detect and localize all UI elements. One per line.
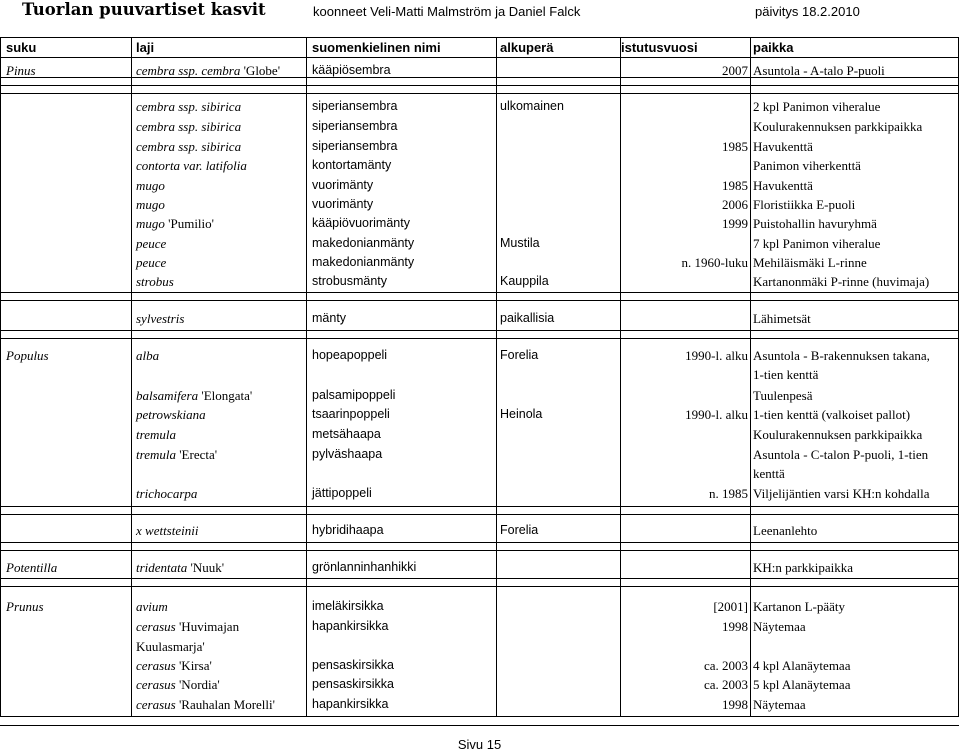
cell-species [136, 254, 166, 271]
col-laji: laji [136, 40, 155, 55]
cell-species [136, 177, 165, 194]
cell-year: [2001] [713, 599, 748, 614]
divider [0, 506, 959, 507]
cell-place: Asuntola - C-talon P-puoli, 1-tien [753, 447, 929, 462]
cell-place: Tuulenpesä [753, 388, 813, 403]
cell-origin: Forelia [500, 348, 539, 362]
cell-place: Puistohallin havuryhmä [753, 216, 877, 231]
cell-year: ca. 2003 [703, 677, 748, 692]
cultivar-name: 'Globe' [240, 63, 281, 78]
cell-species [136, 273, 174, 290]
cell-finnish-name: palsamipoppeli [312, 388, 396, 402]
table-row [0, 234, 959, 253]
table-row [0, 97, 959, 116]
species-name: mugo [136, 216, 165, 231]
cell-place: Asuntola - A-talo P-puoli [753, 63, 885, 78]
cell-place: Floristiikka E-puoli [753, 197, 856, 212]
divider [0, 292, 959, 293]
cell-year: 1990-l. alku [685, 348, 748, 363]
cell-species [136, 387, 252, 404]
table-row [0, 597, 959, 616]
table-row [0, 137, 959, 156]
cell-place: Mehiläismäki L-rinne [753, 255, 867, 270]
cell-finnish-name: tsaarinpoppeli [312, 407, 390, 421]
species-name: petrowskiana [136, 407, 206, 422]
divider [0, 725, 959, 726]
species-name: x wettsteinii [136, 523, 199, 538]
cell-species [136, 310, 184, 327]
cultivar-name: 'Elongata' [198, 388, 253, 403]
cell-species [136, 426, 176, 443]
column-divider [496, 37, 497, 716]
cell-place: KH:n parkkipaikka [753, 560, 854, 575]
table-row [0, 156, 959, 175]
cell-genus: Populus [6, 348, 49, 363]
species-name: cerasus [136, 658, 176, 673]
cell-species [136, 215, 214, 232]
species-name: cembra ssp. sibirica [136, 99, 242, 114]
species-name: cembra ssp. cembra [136, 63, 241, 78]
cell-species [136, 347, 159, 364]
cell-finnish-name: grönlanninhanhikki [312, 560, 417, 574]
divider [0, 716, 959, 717]
cell-finnish-name: siperiansembra [312, 99, 398, 113]
species-name: tridentata [136, 560, 188, 575]
cell-genus: Prunus [6, 599, 44, 614]
cell-finnish-name: hybridihaapa [312, 523, 384, 537]
cell-year: ca. 2003 [703, 658, 748, 673]
authors: koonneet Veli-Matti Malmström ja Daniel Falck [313, 4, 581, 19]
table-row [0, 365, 959, 384]
cell-species [136, 118, 241, 135]
cell-origin: paikallisia [500, 311, 555, 325]
cell-species [136, 196, 165, 213]
species-name: alba [136, 348, 160, 363]
cell-species [136, 522, 198, 539]
cell-place: Näytemaa [753, 619, 806, 634]
species-name: tremula [136, 447, 176, 462]
cell-year: 1985 [722, 178, 748, 193]
cell-finnish-name: vuorimänty [312, 197, 374, 211]
cell-finnish-name: makedonianmänty [312, 255, 415, 269]
species-name: tremula [136, 427, 176, 442]
table-row [0, 386, 959, 405]
cell-place: 1-tien kenttä (valkoiset pallot) [753, 407, 911, 422]
cell-species [136, 618, 239, 635]
species-name: avium [136, 599, 168, 614]
column-divider [750, 37, 751, 716]
cultivar-name: Kuulasmarja' [136, 639, 205, 654]
species-name: cerasus [136, 697, 176, 712]
cultivar-name: 'Pumilio' [164, 216, 215, 231]
species-name: peuce [136, 236, 167, 251]
cell-species [136, 446, 217, 463]
cultivar-name: 'Rauhalan Morelli' [175, 697, 275, 712]
table-row [0, 195, 959, 214]
cell-year: 1998 [722, 619, 748, 634]
divider [0, 330, 959, 331]
species-name: cerasus [136, 677, 176, 692]
cell-finnish-name: imeläkirsikka [312, 599, 384, 613]
table-row [0, 484, 959, 503]
document-title: Tuorlan puuvartiset kasvit [22, 0, 266, 19]
cell-finnish-name: kontortamänty [312, 158, 392, 172]
cell-place: 2 kpl Panimon viheralue [753, 99, 881, 114]
cell-finnish-name: kääpiösembra [312, 63, 391, 77]
cell-place: Lähimetsät [753, 311, 811, 326]
cell-species [136, 559, 224, 576]
table-row [0, 346, 959, 365]
table-row [0, 176, 959, 195]
cell-finnish-name: pensaskirsikka [312, 677, 394, 691]
cell-place: Koulurakennuksen parkkipaikka [753, 427, 923, 442]
divider [0, 586, 959, 587]
table-row [0, 637, 959, 656]
table-row [0, 272, 959, 291]
cell-place: Kartanonmäki P-rinne (huvimaja) [753, 274, 930, 289]
cell-species [136, 485, 197, 502]
cell-place: Leenanlehto [753, 523, 818, 538]
page-number: Sivu 15 [457, 737, 502, 752]
divider [0, 578, 959, 579]
table-row [0, 214, 959, 233]
cell-species [136, 138, 241, 155]
cultivar-name: 'Huvimajan [175, 619, 240, 634]
cell-finnish-name: hapankirsikka [312, 619, 389, 633]
table-row [0, 656, 959, 675]
table-row [0, 521, 959, 540]
cell-finnish-name: strobusmänty [312, 274, 388, 288]
cell-origin: ulkomainen [500, 99, 564, 113]
cell-species [136, 696, 275, 713]
species-name: strobus [136, 274, 174, 289]
column-divider [131, 37, 132, 716]
cell-place: Havukenttä [753, 139, 813, 154]
cell-finnish-name: jättipoppeli [312, 486, 372, 500]
divider [0, 338, 959, 339]
table-row [0, 253, 959, 272]
cell-species [136, 406, 206, 423]
cultivar-name: 'Nordia' [175, 677, 220, 692]
cell-place: Asuntola - B-rakennuksen takana, [753, 348, 930, 363]
cell-year: 1999 [722, 216, 748, 231]
divider [0, 93, 959, 94]
cell-species [136, 157, 247, 174]
table-row [0, 309, 959, 328]
species-name: balsamifera [136, 388, 199, 403]
column-divider [620, 37, 621, 716]
cell-finnish-name: hopeapoppeli [312, 348, 388, 362]
species-name: mugo [136, 178, 165, 193]
cell-place: 4 kpl Alanäytemaa [753, 658, 851, 673]
table-row [0, 464, 959, 483]
species-name: mugo [136, 197, 165, 212]
cell-finnish-name: hapankirsikka [312, 697, 389, 711]
column-divider [0, 37, 1, 716]
cell-year: 1985 [722, 139, 748, 154]
divider [0, 550, 959, 551]
cell-species [136, 676, 220, 693]
cell-place: Panimon viherkenttä [753, 158, 861, 173]
cell-place: Viljelijäntien varsi KH:n kohdalla [753, 486, 930, 501]
cell-origin: Kauppila [500, 274, 549, 288]
species-name: cembra ssp. sibirica [136, 119, 242, 134]
species-name: contorta var. latifolia [136, 158, 247, 173]
cell-place: Koulurakennuksen parkkipaikka [753, 119, 923, 134]
col-suku: suku [6, 40, 37, 55]
cell-species [136, 235, 166, 252]
cell-year: 1990-l. alku [685, 407, 748, 422]
cell-finnish-name: vuorimänty [312, 178, 374, 192]
table-row [0, 675, 959, 694]
divider [0, 85, 959, 86]
cell-finnish-name: mänty [312, 311, 347, 325]
cell-place: Näytemaa [753, 697, 806, 712]
species-name: peuce [136, 255, 167, 270]
col-nimi: suomenkielinen nimi [312, 40, 441, 55]
cell-place: Kartanon L-pääty [753, 599, 846, 614]
cultivar-name: 'Erecta' [175, 447, 218, 462]
col-paikka: paikka [753, 40, 794, 55]
cell-species [136, 638, 205, 655]
cell-genus: Potentilla [6, 560, 58, 575]
table-row [0, 558, 959, 577]
species-name: trichocarpa [136, 486, 198, 501]
table-row [0, 405, 959, 424]
cell-place: 7 kpl Panimon viheralue [753, 236, 881, 251]
table-row [0, 425, 959, 444]
table-row [0, 117, 959, 136]
cell-place: kenttä [753, 466, 785, 481]
divider [0, 514, 959, 515]
update-date: päivitys 18.2.2010 [755, 4, 860, 19]
cell-finnish-name: siperiansembra [312, 139, 398, 153]
cell-species [136, 657, 212, 674]
divider [0, 542, 959, 543]
cell-finnish-name: pylväshaapa [312, 447, 383, 461]
divider [0, 300, 959, 301]
cell-year: n. 1985 [709, 486, 748, 501]
cell-species [136, 598, 168, 615]
divider [0, 77, 959, 78]
species-name: cembra ssp. sibirica [136, 139, 242, 154]
cell-finnish-name: metsähaapa [312, 427, 381, 441]
cell-finnish-name: kääpiövuorimänty [312, 216, 410, 230]
cell-year: 2007 [722, 63, 748, 78]
cell-origin: Heinola [500, 407, 543, 421]
col-alkupera: alkuperä [500, 40, 554, 55]
species-name: sylvestris [136, 311, 185, 326]
cell-origin: Mustila [500, 236, 540, 250]
cell-place: 5 kpl Alanäytemaa [753, 677, 851, 692]
cell-finnish-name: pensaskirsikka [312, 658, 394, 672]
table-row [0, 617, 959, 636]
col-vuosi: istutusvuosi [621, 40, 698, 55]
cell-year: 2006 [722, 197, 748, 212]
cell-place: Havukenttä [753, 178, 813, 193]
table-row [0, 695, 959, 714]
cell-finnish-name: makedonianmänty [312, 236, 415, 250]
cell-origin: Forelia [500, 523, 539, 537]
cultivar-name: 'Nuuk' [187, 560, 225, 575]
table-row [0, 445, 959, 464]
cell-year: 1998 [722, 697, 748, 712]
column-divider [306, 37, 307, 716]
cell-genus: Pinus [6, 63, 36, 78]
cell-place: 1-tien kenttä [753, 367, 819, 382]
cell-finnish-name: siperiansembra [312, 119, 398, 133]
cell-year: n. 1960-luku [681, 255, 748, 270]
cell-species [136, 98, 241, 115]
species-name: cerasus [136, 619, 176, 634]
cultivar-name: 'Kirsa' [175, 658, 212, 673]
